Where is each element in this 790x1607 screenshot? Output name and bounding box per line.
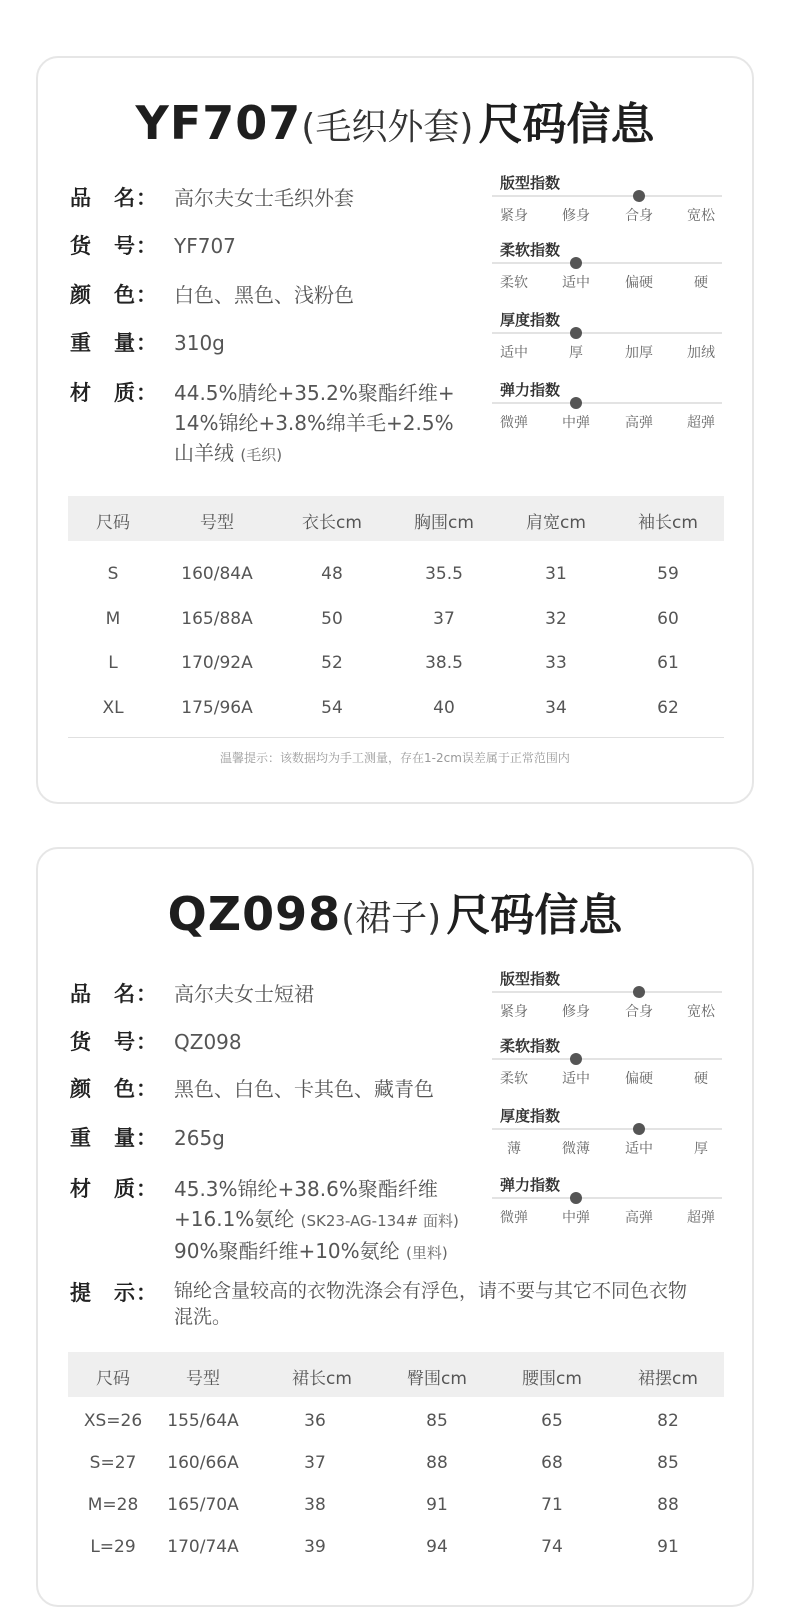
info-label: 货 号：: [70, 1030, 158, 1054]
header-cell: 裙长cm: [292, 1369, 352, 1389]
table-cell: 88: [426, 1453, 448, 1473]
table-cell: XS=26: [83, 1411, 143, 1431]
index-level-label: 宽松: [687, 1004, 715, 1020]
table-row: [68, 1409, 724, 1439]
table-cell: 36: [304, 1411, 326, 1431]
index-track: [492, 402, 722, 404]
index-level-label: 超弹: [687, 1210, 715, 1226]
table-cell: 48: [321, 564, 343, 584]
index-level-label: 合身: [625, 208, 653, 224]
index-level-label: 紧身: [500, 208, 528, 224]
index-marker: [570, 1192, 582, 1204]
material-line: 44.5%腈纶+35.2%聚酯纤维+: [174, 381, 455, 405]
info-label: 品 名：: [70, 982, 158, 1006]
material-note: (SK23-AG-134# 面料): [300, 1212, 459, 1230]
table-row: [68, 607, 724, 637]
table-cell: 59: [657, 564, 679, 584]
table-cell: 175/96A: [181, 698, 253, 718]
header-cell: 尺码: [96, 1369, 130, 1389]
index-level-label: 宽松: [687, 208, 715, 224]
info-color: [70, 280, 354, 310]
header-cell: 号型: [186, 1369, 220, 1389]
info-label: 材 质：: [70, 381, 158, 405]
index-title: 柔软指数: [500, 241, 561, 259]
table-row: [68, 562, 724, 592]
index-level-label: 修身: [562, 208, 590, 224]
tip-line: 混洗。: [174, 1306, 232, 1328]
table-cell: 85: [426, 1411, 448, 1431]
index-level-label: 加厚: [625, 345, 653, 361]
info-value: [174, 378, 455, 470]
info-label: 材 质：: [70, 1177, 158, 1201]
info-value: [174, 1174, 459, 1268]
index-track: [492, 1128, 722, 1130]
info-label: 货 号：: [70, 234, 158, 258]
info-label: 提 示：: [70, 1281, 158, 1305]
info-value: 高尔夫女士毛织外套: [174, 186, 354, 210]
index-level-label: 适中: [500, 345, 528, 361]
info-value: YF707: [174, 234, 236, 258]
index-level-label: 高弹: [625, 415, 653, 431]
index-level-label: 适中: [562, 275, 590, 291]
index-level-label: 柔软: [500, 275, 528, 291]
index-level-label: 中弹: [562, 1210, 590, 1226]
index-title: 柔软指数: [500, 1037, 561, 1055]
table-cell: XL: [102, 698, 124, 718]
product-category: (裙子): [341, 898, 442, 939]
info-value: 黑色、白色、卡其色、藏青色: [174, 1077, 434, 1101]
index-level-label: 微薄: [562, 1141, 590, 1157]
index-level-label: 微弹: [500, 415, 528, 431]
material-line: 14%锦纶+3.8%绵羊毛+2.5%: [174, 411, 454, 435]
table-cell: 37: [304, 1453, 326, 1473]
table-row: [68, 651, 724, 681]
info-name: [70, 183, 354, 213]
table-cell: L=29: [90, 1537, 136, 1557]
table-cell: 94: [426, 1537, 448, 1557]
table-cell: 88: [657, 1495, 679, 1515]
header-cell: 肩宽cm: [526, 513, 586, 533]
table-cell: 31: [545, 564, 567, 584]
index-title: 版型指数: [500, 174, 561, 192]
index-track: [492, 262, 722, 264]
table-cell: M: [105, 609, 121, 629]
product-code-title: YF707: [135, 96, 302, 150]
index-track: [492, 1058, 722, 1060]
header-cell: 裙摆cm: [638, 1369, 698, 1389]
table-cell: 50: [321, 609, 343, 629]
info-name: [70, 979, 314, 1009]
index-level-label: 适中: [562, 1071, 590, 1087]
index-title: 版型指数: [500, 970, 561, 988]
size-table-header: [68, 496, 724, 541]
measurement-note: 温馨提示：该数据均为手工测量，存在1-2cm误差属于正常范围内: [220, 751, 570, 765]
table-cell: 52: [321, 653, 343, 673]
table-cell: L: [108, 653, 118, 673]
table-cell: 91: [657, 1537, 679, 1557]
table-cell: S=27: [89, 1453, 137, 1473]
material-line: 45.3%锦纶+38.6%聚酯纤维: [174, 1177, 438, 1201]
table-cell: 60: [657, 609, 679, 629]
table-cell: 62: [657, 698, 679, 718]
table-cell: 170/92A: [181, 653, 253, 673]
index-level-label: 硬: [694, 1071, 708, 1087]
info-weight: [70, 1123, 225, 1153]
material-note: (毛织): [240, 446, 283, 464]
index-marker: [570, 327, 582, 339]
table-row: [68, 1535, 724, 1565]
info-label: 重 量：: [70, 331, 158, 355]
index-level-label: 紧身: [500, 1004, 528, 1020]
table-cell: M=28: [87, 1495, 139, 1515]
info-material: [70, 378, 455, 470]
info-label: 颜 色：: [70, 1077, 158, 1101]
info-sku: [70, 1027, 242, 1057]
card-title: [38, 88, 752, 152]
index-track: [492, 991, 722, 993]
table-cell: 155/64A: [167, 1411, 239, 1431]
index-level-label: 硬: [694, 275, 708, 291]
table-cell: 71: [541, 1495, 563, 1515]
index-level-label: 薄: [507, 1141, 521, 1157]
table-cell: 38.5: [425, 653, 463, 673]
size-info-heading: 尺码信息: [446, 890, 623, 941]
table-row: [68, 1493, 724, 1523]
index-level-label: 中弹: [562, 415, 590, 431]
index-level-label: 适中: [625, 1141, 653, 1157]
index-level-label: 修身: [562, 1004, 590, 1020]
table-cell: 85: [657, 1453, 679, 1473]
index-track: [492, 1197, 722, 1199]
index-level-label: 偏硬: [625, 275, 653, 291]
product-category: (毛织外套): [301, 107, 474, 148]
table-cell: 170/74A: [167, 1537, 239, 1557]
index-marker: [570, 1053, 582, 1065]
index-level-label: 微弹: [500, 1210, 528, 1226]
index-title: 弹力指数: [500, 1176, 561, 1194]
info-value: [174, 1278, 687, 1330]
table-cell: 40: [433, 698, 455, 718]
info-value: QZ098: [174, 1030, 242, 1054]
table-cell: 68: [541, 1453, 563, 1473]
index-level-label: 偏硬: [625, 1071, 653, 1087]
table-cell: 165/70A: [167, 1495, 239, 1515]
material-note: (里料): [406, 1244, 448, 1262]
info-value: 265g: [174, 1126, 225, 1150]
table-cell: 160/84A: [181, 564, 253, 584]
material-line: 90%聚酯纤维+10%氨纶: [174, 1239, 400, 1263]
table-row: [68, 1451, 724, 1481]
table-cell: 35.5: [425, 564, 463, 584]
table-row: [68, 696, 724, 726]
table-cell: 32: [545, 609, 567, 629]
info-label: 品 名：: [70, 186, 158, 210]
index-title: 厚度指数: [500, 311, 561, 329]
table-cell: 74: [541, 1537, 563, 1557]
index-marker: [570, 257, 582, 269]
index-level-label: 厚: [569, 345, 583, 361]
header-cell: 号型: [200, 513, 234, 533]
info-label: 颜 色：: [70, 283, 158, 307]
index-marker: [570, 397, 582, 409]
table-cell: 160/66A: [167, 1453, 239, 1473]
header-cell: 臀围cm: [407, 1369, 467, 1389]
table-cell: 37: [433, 609, 455, 629]
header-cell: 袖长cm: [638, 513, 698, 533]
table-cell: 65: [541, 1411, 563, 1431]
index-title: 弹力指数: [500, 381, 561, 399]
table-cell: 38: [304, 1495, 326, 1515]
table-cell: 165/88A: [181, 609, 253, 629]
card-title: [38, 879, 752, 943]
info-value: 310g: [174, 331, 225, 355]
table-cell: 33: [545, 653, 567, 673]
index-track: [492, 195, 722, 197]
material-line: +16.1%氨纶: [174, 1207, 295, 1231]
size-table-header: [68, 1352, 724, 1397]
header-cell: 衣长cm: [302, 513, 362, 533]
table-cell: 91: [426, 1495, 448, 1515]
index-track: [492, 332, 722, 334]
table-cell: 61: [657, 653, 679, 673]
info-weight: [70, 328, 225, 358]
index-level-label: 高弹: [625, 1210, 653, 1226]
info-tip: [70, 1278, 750, 1330]
index-marker: [633, 986, 645, 998]
table-cell: 54: [321, 698, 343, 718]
info-value: 高尔夫女士短裙: [174, 982, 314, 1006]
product-code-title: QZ098: [167, 887, 342, 941]
material-line: 山羊绒: [174, 441, 234, 465]
index-marker: [633, 1123, 645, 1135]
table-cell: 39: [304, 1537, 326, 1557]
info-color: [70, 1074, 434, 1104]
header-cell: 腰围cm: [522, 1369, 582, 1389]
header-cell: 胸围cm: [414, 513, 474, 533]
index-marker: [633, 190, 645, 202]
index-title: 厚度指数: [500, 1107, 561, 1125]
tip-line: 锦纶含量较高的衣物洗涤会有浮色，请不要与其它不同色衣物: [174, 1280, 688, 1302]
table-cell: S: [107, 564, 119, 584]
table-cell: 34: [545, 698, 567, 718]
index-level-label: 柔软: [500, 1071, 528, 1087]
table-divider: [68, 737, 724, 738]
index-level-label: 加绒: [687, 345, 715, 361]
info-material: [70, 1174, 459, 1268]
table-cell: 82: [657, 1411, 679, 1431]
info-value: 白色、黑色、浅粉色: [174, 283, 354, 307]
index-level-label: 超弹: [687, 415, 715, 431]
size-card-yf707: [36, 56, 754, 804]
info-sku: [70, 231, 236, 261]
header-cell: 尺码: [96, 513, 130, 533]
index-level-label: 合身: [625, 1004, 653, 1020]
size-card-qz098: [36, 847, 754, 1607]
index-level-label: 厚: [694, 1141, 708, 1157]
info-label: 重 量：: [70, 1126, 158, 1150]
size-info-heading: 尺码信息: [478, 99, 655, 150]
